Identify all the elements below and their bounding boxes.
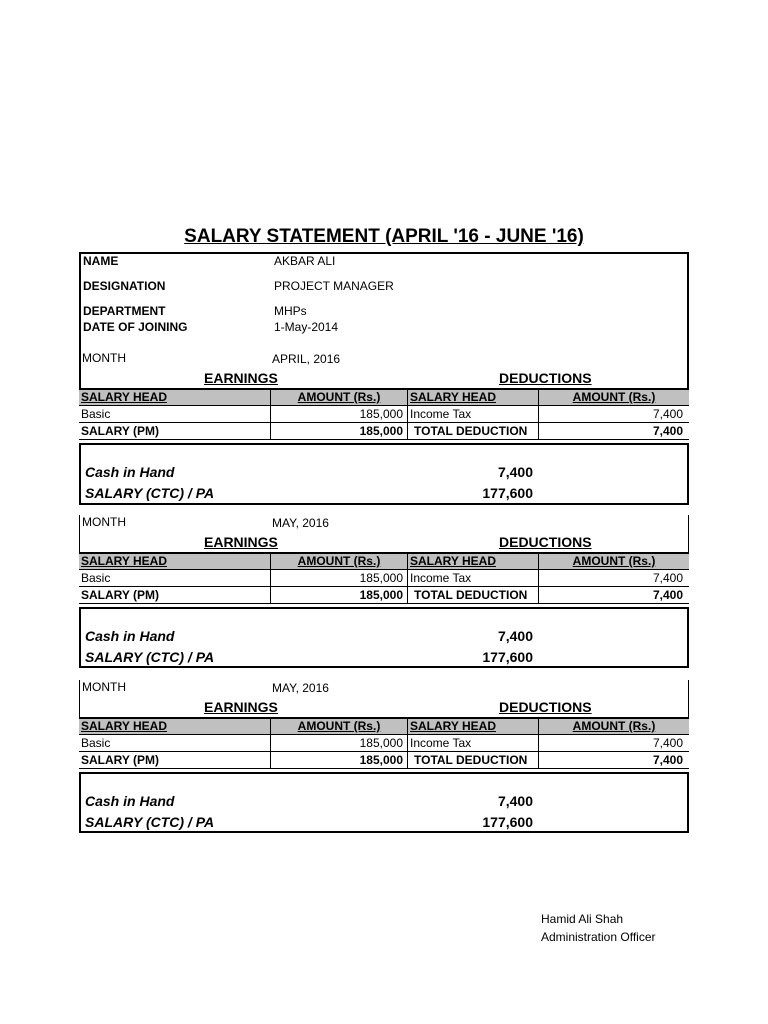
month-value: APRIL, 2016: [272, 352, 341, 366]
totals-row: [79, 423, 689, 440]
table-row: [79, 406, 689, 423]
col-salary-head: SALARY HEAD: [408, 554, 539, 569]
doj-value: 1-May-2014: [274, 320, 339, 334]
month-label: MONTH: [82, 680, 126, 694]
col-amount: AMOUNT (Rs.): [572, 390, 656, 404]
deduction-item: Income Tax: [408, 735, 539, 751]
salary-pm-label: SALARY (PM): [79, 752, 271, 768]
table-row: [79, 570, 689, 587]
deduction-item: Income Tax: [408, 406, 539, 422]
earning-amount: 185,000: [271, 570, 408, 586]
salary-pm-label: SALARY (PM): [79, 587, 271, 603]
col-salary-head: SALARY HEAD: [79, 719, 271, 734]
department-value: MHPs: [274, 304, 307, 318]
cash-in-hand-label: Cash in Hand: [85, 793, 175, 809]
deduction-item: Income Tax: [408, 570, 539, 586]
totals-row: [79, 752, 689, 769]
col-salary-head: SALARY HEAD: [79, 390, 271, 405]
month-value: MAY, 2016: [272, 681, 329, 695]
designation-label: DESIGNATION: [83, 279, 166, 293]
col-salary-head: SALARY HEAD: [408, 719, 539, 734]
month-block: [79, 515, 689, 668]
earnings-heading: EARNINGS: [204, 699, 278, 715]
signature: [541, 910, 656, 946]
cash-in-hand-label: Cash in Hand: [85, 464, 175, 480]
total-deduction-value: 7,400: [652, 753, 683, 767]
designation-value: PROJECT MANAGER: [274, 279, 394, 293]
earnings-heading: EARNINGS: [204, 534, 278, 550]
ctc-value: 177,600: [482, 649, 533, 665]
table-row: [79, 735, 689, 752]
summary-box: [79, 772, 689, 833]
deduction-amount: 7,400: [652, 571, 683, 585]
ctc-label: SALARY (CTC) / PA: [85, 649, 215, 665]
earning-item: Basic: [79, 406, 271, 422]
month-block: [79, 345, 689, 503]
cash-in-hand-label: Cash in Hand: [85, 628, 175, 644]
page-title: SALARY STATEMENT (APRIL '16 - JUNE '16): [184, 226, 584, 247]
table-header: [79, 717, 689, 735]
earning-amount: 185,000: [271, 406, 408, 422]
total-deduction-value: 7,400: [652, 424, 683, 438]
salary-pm-label: SALARY (PM): [79, 423, 271, 439]
name-value: AKBAR ALI: [274, 254, 336, 268]
signatory-role: Administration Officer: [541, 930, 656, 944]
col-amount: AMOUNT (Rs.): [572, 719, 656, 733]
cash-in-hand-value: 7,400: [497, 628, 533, 644]
table-header: [79, 388, 689, 406]
col-salary-head: SALARY HEAD: [408, 390, 539, 405]
ctc-value: 177,600: [482, 485, 533, 501]
salary-pm-value: 185,000: [271, 752, 408, 768]
doj-label: DATE OF JOINING: [83, 320, 188, 334]
earning-item: Basic: [79, 570, 271, 586]
ctc-label: SALARY (CTC) / PA: [85, 485, 215, 501]
cash-in-hand-value: 7,400: [497, 464, 533, 480]
ctc-value: 177,600: [482, 814, 533, 830]
deduction-amount: 7,400: [652, 736, 683, 750]
totals-row: [79, 587, 689, 604]
total-deduction-label: TOTAL DEDUCTION: [408, 423, 539, 439]
col-amount: AMOUNT (Rs.): [271, 390, 408, 405]
earnings-heading: EARNINGS: [204, 370, 278, 386]
salary-pm-value: 185,000: [271, 423, 408, 439]
name-label: NAME: [83, 254, 119, 268]
deductions-heading: DEDUCTIONS: [499, 699, 592, 715]
summary-box: [79, 607, 689, 668]
total-deduction-label: TOTAL DEDUCTION: [408, 587, 539, 603]
earning-amount: 185,000: [271, 735, 408, 751]
deductions-heading: DEDUCTIONS: [499, 370, 592, 386]
col-amount: AMOUNT (Rs.): [271, 554, 408, 569]
deduction-amount: 7,400: [652, 407, 683, 421]
month-label: MONTH: [82, 351, 126, 365]
total-deduction-value: 7,400: [652, 588, 683, 602]
deductions-heading: DEDUCTIONS: [499, 534, 592, 550]
col-amount: AMOUNT (Rs.): [271, 719, 408, 734]
month-label: MONTH: [82, 515, 126, 529]
month-value: MAY, 2016: [272, 516, 329, 530]
salary-pm-value: 185,000: [271, 587, 408, 603]
cash-in-hand-value: 7,400: [497, 793, 533, 809]
summary-box: [79, 443, 689, 505]
ctc-label: SALARY (CTC) / PA: [85, 814, 215, 830]
total-deduction-label: TOTAL DEDUCTION: [408, 752, 539, 768]
department-label: DEPARTMENT: [83, 304, 166, 318]
col-amount: AMOUNT (Rs.): [572, 554, 656, 568]
earning-item: Basic: [79, 735, 271, 751]
month-block: [79, 680, 689, 833]
col-salary-head: SALARY HEAD: [79, 554, 271, 569]
table-header: [79, 552, 689, 570]
signatory-name: Hamid Ali Shah: [541, 912, 624, 926]
